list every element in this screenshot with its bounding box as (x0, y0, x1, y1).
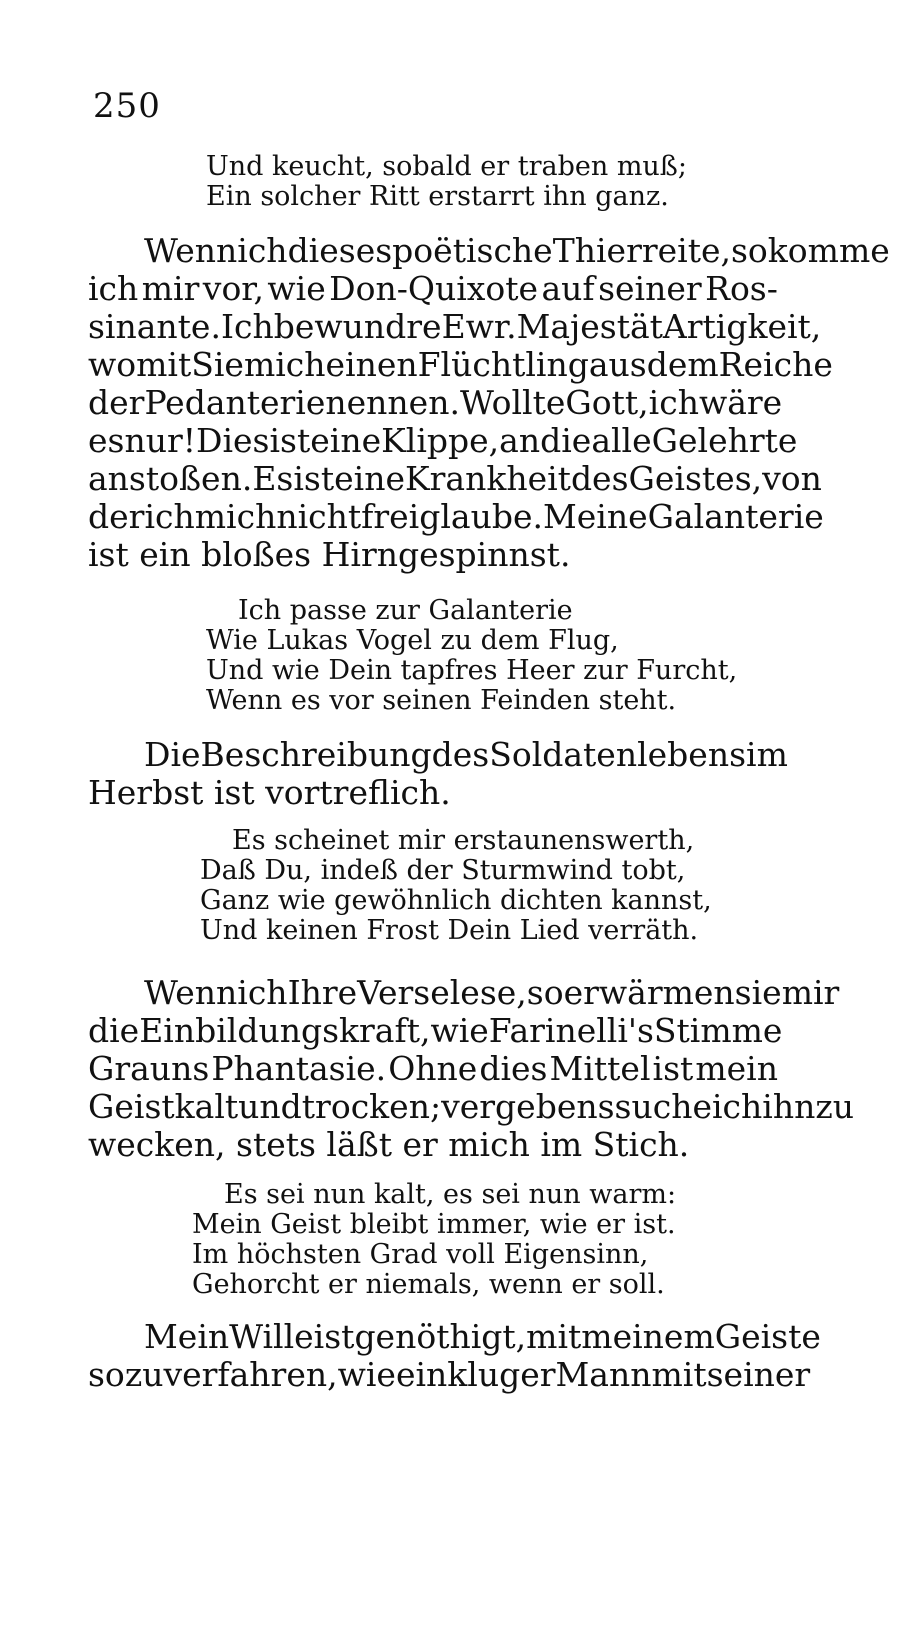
prose-line (88, 973, 840, 1012)
word: ich (144, 497, 195, 536)
word: dieses (287, 231, 393, 270)
verse-line: Und keinen Frost Dein Lied verräth. (200, 915, 699, 946)
word: erwärmen (563, 973, 735, 1012)
word: eine (334, 459, 405, 498)
word: poëtische (392, 231, 553, 270)
word: Klippe, (381, 421, 500, 460)
word: Grauns (88, 1049, 210, 1088)
verse-line: Gehorcht er niemals, wenn er soll. (192, 1269, 665, 1300)
verse-line: Daß Du, indeß der Sturmwind tobt, (200, 855, 686, 886)
prose-line (88, 1087, 854, 1126)
prose-line (88, 383, 783, 422)
word: zu (124, 1355, 164, 1394)
word: Einbildungskraft, (139, 1011, 431, 1050)
word: aus (588, 345, 647, 384)
word: Mittel (549, 1049, 651, 1088)
word: seiner (598, 269, 702, 308)
word: womit (88, 345, 192, 384)
word: die (88, 1011, 140, 1050)
prose-line: wecken, stets läßt er mich im Stich. (88, 1125, 690, 1164)
prose-line (88, 307, 822, 346)
word: Ros- (705, 269, 778, 308)
verse-line: Ein solcher Ritt erstarrt ihn ganz. (206, 181, 669, 212)
word: der (88, 497, 145, 536)
word: Gott, (565, 383, 649, 422)
prose-paragraph (88, 735, 788, 812)
word: ich (648, 383, 699, 422)
prose-line (88, 270, 778, 308)
verse-line: Es scheinet mir erstaunenswerth, (232, 825, 695, 856)
word: Wollte (459, 383, 566, 422)
prose-line (88, 735, 788, 774)
word: Sie (191, 345, 244, 384)
word: so (88, 1355, 125, 1394)
word: des (431, 735, 490, 774)
word: bewundre (273, 307, 442, 346)
word: Krankheit (404, 459, 571, 498)
word: Wenn (144, 973, 238, 1012)
word: Die (144, 735, 201, 774)
word: Farinelli's (488, 1011, 654, 1050)
word: mein (695, 1049, 778, 1088)
word: Geiste (714, 1317, 821, 1356)
word: Soldatenlebens (489, 735, 747, 774)
word: Wille (229, 1317, 314, 1356)
verse-line: Wie Lukas Vogel zu dem Flug, (206, 625, 619, 656)
word: einen (325, 345, 418, 384)
word: seiner (706, 1355, 811, 1394)
prose-line (88, 1011, 783, 1050)
word: wie (267, 269, 326, 308)
word: nicht (276, 497, 362, 536)
word: vergebens (441, 1087, 615, 1126)
word: alle (591, 421, 652, 460)
prose-line (88, 459, 822, 498)
word: Geistes, (628, 459, 763, 498)
word: meinem (581, 1317, 715, 1356)
word: Don-Quixote (329, 269, 539, 308)
word: so (730, 231, 768, 270)
word: ich (237, 231, 288, 270)
word: die (540, 421, 592, 460)
word: des (570, 459, 629, 498)
word: sinante. (88, 307, 221, 346)
word: ist (652, 1049, 694, 1088)
word: sie (734, 973, 782, 1012)
prose-paragraph (88, 1317, 821, 1394)
word: zu (815, 1087, 854, 1126)
verse-line: Und wie Dein tapfres Heer zur Furcht, (206, 655, 738, 686)
word: Thier (552, 231, 642, 270)
word: auf (541, 269, 595, 308)
word: mir (141, 269, 200, 308)
word: Galanterie (647, 497, 824, 536)
word: eine (310, 421, 382, 460)
word: ich (88, 269, 139, 308)
word: trocken; (301, 1087, 442, 1126)
word: ein (395, 1355, 448, 1394)
word: Beschreibung (200, 735, 432, 774)
word: Flüchtling (417, 345, 589, 384)
verse-line: Es sei nun kalt, es sei nun warm: (224, 1179, 677, 1210)
prose-line (88, 1317, 821, 1356)
word: vor, (202, 269, 264, 308)
verse-line: Wenn es vor seinen Feinden steht. (206, 685, 677, 716)
word: suche (614, 1087, 712, 1126)
word: ich (712, 1087, 763, 1126)
word: Mein (144, 1317, 230, 1356)
word: Ihre (287, 973, 358, 1012)
word: glaube. (419, 497, 543, 536)
word: ich (237, 973, 288, 1012)
word: Phantasie. (211, 1049, 387, 1088)
word: komme (767, 231, 890, 270)
verse-line: Im höchsten Grad voll Eigensinn, (192, 1239, 649, 1270)
word: dies (479, 1049, 548, 1088)
word: kluger (447, 1355, 556, 1394)
word: verfahren, (163, 1355, 338, 1394)
word: Ewr. (441, 307, 517, 346)
word: dem (646, 345, 719, 384)
word: und (238, 1087, 302, 1126)
word: Majestät (516, 307, 663, 346)
word: wie (337, 1355, 396, 1394)
prose-line (88, 345, 833, 384)
page-number: 250 (93, 86, 161, 126)
word: Geist (88, 1087, 175, 1126)
word: nur! (124, 421, 197, 460)
word: Verse (357, 973, 450, 1012)
word: ist (313, 1317, 355, 1356)
word: anstoßen. (88, 459, 253, 498)
word: mit (651, 1355, 707, 1394)
word: mich (194, 497, 277, 536)
prose-line: ist ein bloßes Hirngespinnst. (88, 535, 571, 574)
verse-block (192, 1180, 676, 1300)
word: mich (243, 345, 326, 384)
word: Dies (196, 421, 270, 460)
prose-line (88, 497, 824, 536)
verse-line: Und keucht, sobald er traben muß; (206, 151, 687, 182)
word: Stimme (653, 1011, 783, 1050)
word: mit (526, 1317, 582, 1356)
word: kalt (174, 1087, 239, 1126)
word: mir (781, 973, 840, 1012)
verse-block (200, 826, 712, 946)
word: Meine (542, 497, 648, 536)
word: Ich (220, 307, 274, 346)
word: wie (430, 1011, 489, 1050)
word: genöthigt, (354, 1317, 527, 1356)
prose-paragraph (88, 973, 854, 1164)
word: nennen. (325, 383, 460, 422)
word: an (499, 421, 541, 460)
prose-line (88, 421, 798, 460)
word: Gelehrte (651, 421, 798, 460)
prose-paragraph (88, 231, 890, 574)
word: im (746, 735, 788, 774)
word: wäre (698, 383, 783, 422)
prose-line: Herbst ist vortreflich. (88, 773, 451, 812)
prose-line (88, 1355, 811, 1394)
word: Es (252, 459, 294, 498)
word: Wenn (144, 231, 238, 270)
word: ist (293, 459, 335, 498)
word: ihn (762, 1087, 816, 1126)
word: Artigkeit, (662, 307, 822, 346)
word: es (88, 421, 125, 460)
verse-block (206, 596, 737, 716)
word: von (762, 459, 822, 498)
word: lese, (449, 973, 527, 1012)
word: Ohne (388, 1049, 478, 1088)
word: Reiche (718, 345, 833, 384)
verse-block (206, 152, 687, 212)
word: frei (361, 497, 420, 536)
word: reite, (641, 231, 731, 270)
word: so (526, 973, 564, 1012)
prose-line (88, 1050, 778, 1088)
prose-line (88, 231, 890, 270)
word: ist (269, 421, 311, 460)
word: Mann (555, 1355, 652, 1394)
verse-line: Mein Geist bleibt immer, wie er ist. (192, 1209, 676, 1240)
word: Pedanterie (144, 383, 326, 422)
verse-line: Ich passe zur Galanterie (238, 595, 573, 626)
verse-line: Ganz wie gewöhnlich dichten kannst, (200, 885, 712, 916)
word: der (88, 383, 145, 422)
